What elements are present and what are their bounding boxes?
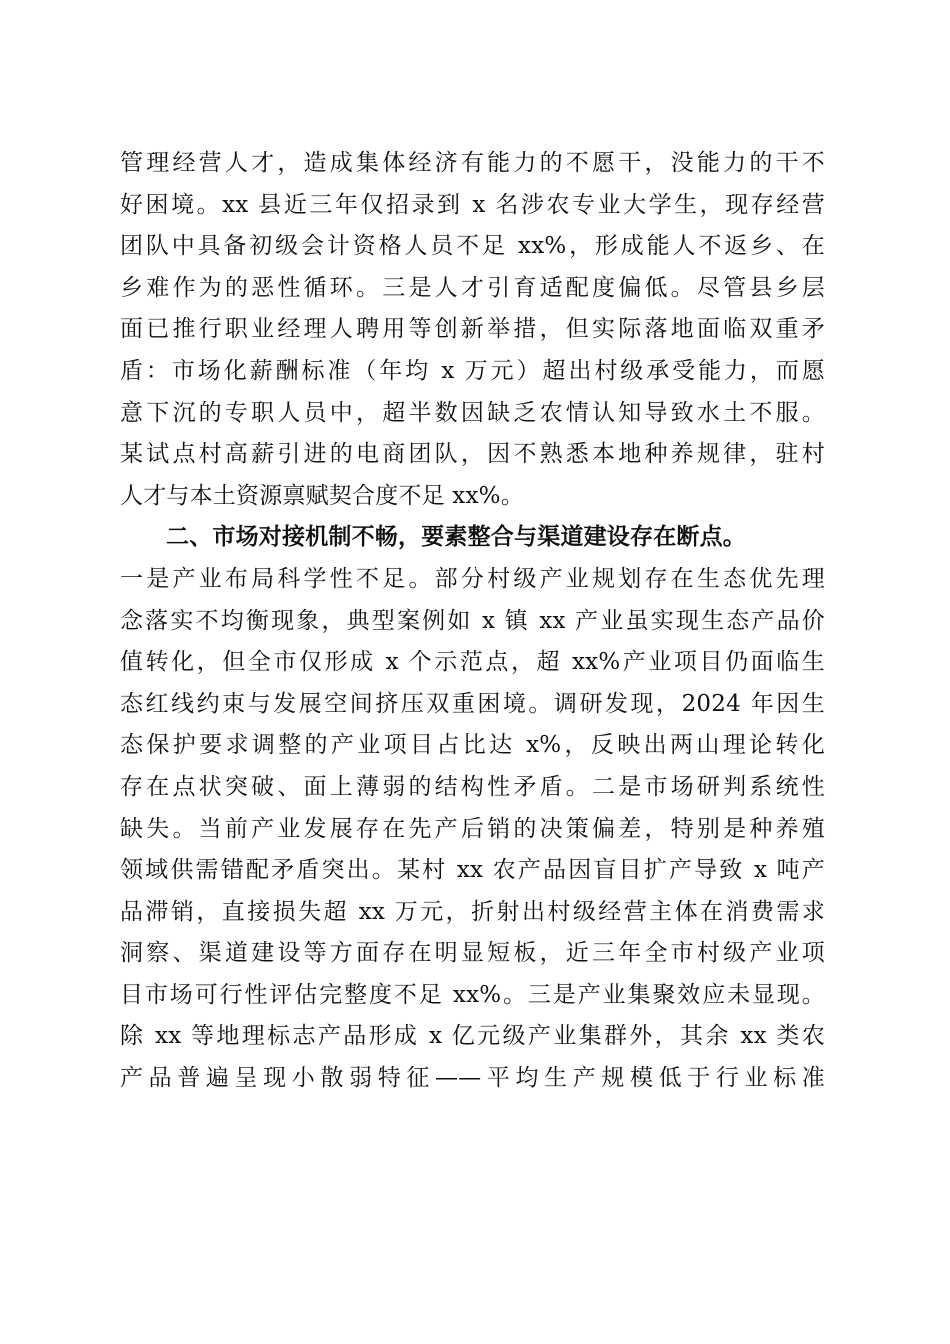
paragraph-1-line: 盾：市场化薪酬标准（年均 x 万元）超出村级承受能力，而愿: [120, 357, 825, 384]
paragraph-2-line: 产品普遍呈现小散弱特征——平均生产规模低于行业标准: [120, 1065, 825, 1092]
section-heading: 二、市场对接机制不畅，要素整合与渠道建设存在断点。: [166, 524, 746, 551]
paragraph-1-line: 乡难作为的恶性循环。三是人才引育适配度偏低。尽管县乡层: [120, 274, 825, 301]
paragraph-1-line: 好困境。xx 县近三年仅招录到 x 名涉农专业大学生，现存经营: [120, 191, 825, 218]
paragraph-2-line: 领域供需错配矛盾突出。某村 xx 农产品因盲目扩产导致 x 吨产: [120, 857, 825, 884]
paragraph-1-line: 人才与本土资源禀赋契合度不足 xx%。: [120, 482, 524, 509]
paragraph-1-line: 意下沉的专职人员中，超半数因缺乏农情认知导致水土不服。: [120, 399, 825, 426]
document-body: [120, 143, 825, 1100]
paragraph-2-line: 品滞销，直接损失超 xx 万元，折射出村级经营主体在消费需求: [120, 898, 825, 925]
paragraph-2-line: 态红线约束与发展空间挤压双重困境。调研发现，2024 年因生: [120, 690, 825, 717]
paragraph-2-line: 存在点状突破、面上薄弱的结构性矛盾。二是市场研判系统性: [120, 773, 825, 800]
paragraph-2-line: 缺失。当前产业发展存在先产后销的决策偏差，特别是种养殖: [120, 815, 825, 842]
paragraph-2-line: 念落实不均衡现象，典型案例如 x 镇 xx 产业虽实现生态产品价: [120, 607, 825, 634]
paragraph-2-line: 值转化，但全市仅形成 x 个示范点，超 xx%产业项目仍面临生: [120, 649, 825, 676]
paragraph-2-line: 洞察、渠道建设等方面存在明显短板，近三年全市村级产业项: [120, 940, 825, 967]
paragraph-2-line: 态保护要求调整的产业项目占比达 x%，反映出两山理论转化: [120, 732, 825, 759]
paragraph-2-line: 一是产业布局科学性不足。部分村级产业规划存在生态优先理: [120, 565, 825, 592]
paragraph-1-line: 团队中具备初级会计资格人员不足 xx%，形成能人不返乡、在: [120, 233, 825, 260]
paragraph-2-line: 目市场可行性评估完整度不足 xx%。三是产业集聚效应未显现。: [120, 981, 825, 1008]
paragraph-1-line: 面已推行职业经理人聘用等创新举措，但实际落地面临双重矛: [120, 316, 825, 343]
paragraph-1-line: 某试点村高薪引进的电商团队，因不熟悉本地种养规律，驻村: [120, 441, 825, 468]
paragraph-2-line: 除 xx 等地理标志产品形成 x 亿元级产业集群外，其余 xx 类农: [120, 1023, 825, 1050]
paragraph-1-line: 管理经营人才，造成集体经济有能力的不愿干，没能力的干不: [120, 150, 825, 176]
